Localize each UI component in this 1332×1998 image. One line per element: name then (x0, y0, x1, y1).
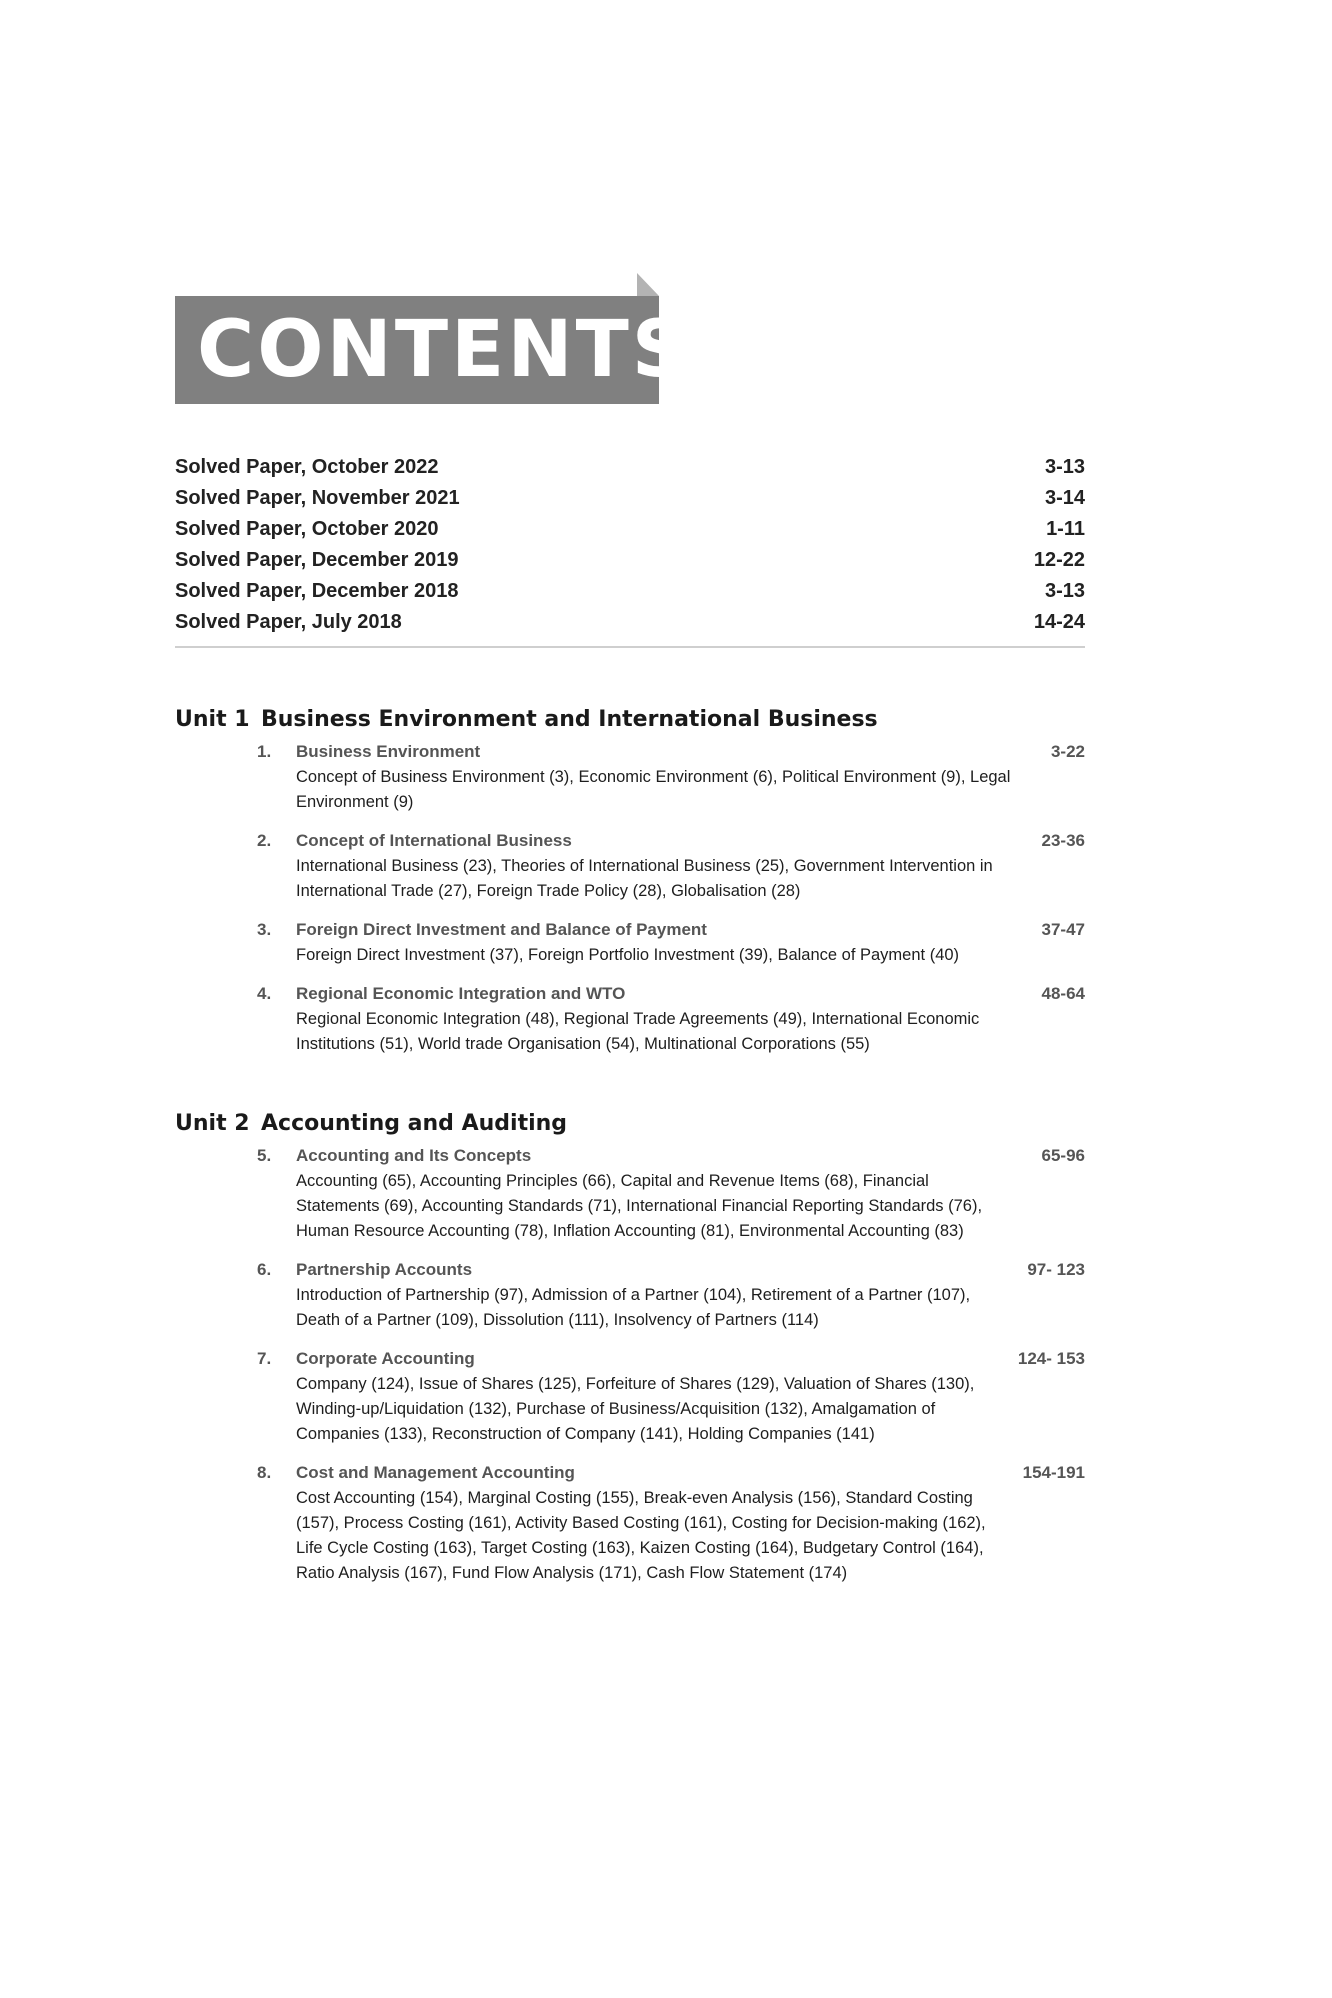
solved-paper-label: Solved Paper, November 2021 (175, 487, 460, 509)
chapter-entry[interactable] (175, 981, 1085, 1057)
banner-fold-corner (637, 273, 659, 296)
solved-papers-list (175, 452, 1085, 638)
unit-title: Accounting and Auditing (261, 1111, 568, 1136)
chapter-entry[interactable] (175, 1460, 1085, 1586)
chapter-entry[interactable] (175, 917, 1085, 968)
chapter-pages: 37-47 (1041, 920, 1085, 939)
chapter-entry[interactable] (175, 828, 1085, 904)
contents-banner (175, 296, 691, 404)
unit-2-section (175, 1107, 1085, 1599)
solved-paper-pages: 3-13 (1044, 456, 1085, 478)
chapter-pages: 124- 153 (1017, 1349, 1085, 1368)
chapter-pages: 97- 123 (1027, 1260, 1085, 1279)
chapter-title: Cost and Management Accounting (296, 1463, 575, 1482)
unit-number: Unit 1 (175, 707, 250, 732)
solved-paper-row[interactable] (175, 576, 1085, 607)
solved-paper-row[interactable] (175, 607, 1085, 638)
chapter-title: Concept of International Business (296, 831, 572, 850)
chapter-number: 3. (257, 920, 272, 939)
solved-paper-label: Solved Paper, July 2018 (175, 611, 402, 633)
chapter-title: Foreign Direct Investment and Balance of Payment (296, 920, 707, 939)
chapter-entry[interactable] (175, 1257, 1085, 1333)
chapter-topics: Cost Accounting (154), Marginal Costing (155), Break-even Analysis (156), Standard Costing (157), Process Costing (161), Activity Based Costing (161), Costing for Decision-making (162), Life Cycle Costing (163), Target Costing (163), Kaizen Costing (164), Budgetary Control (164), Ratio Analysis (167), Fund Flow Analysis (171), Cash Flow Statement (174) (296, 1489, 986, 1582)
solved-paper-pages: 14-24 (1033, 611, 1085, 633)
chapter-number: 8. (257, 1463, 272, 1482)
chapter-title: Regional Economic Integration and WTO (296, 984, 626, 1003)
chapter-title: Partnership Accounts (296, 1260, 473, 1279)
chapter-number: 4. (257, 984, 272, 1003)
chapter-title: Corporate Accounting (296, 1349, 475, 1368)
chapter-pages: 65-96 (1041, 1146, 1085, 1165)
chapter-number: 5. (257, 1146, 272, 1165)
chapter-number: 1. (257, 742, 272, 761)
solved-paper-label: Solved Paper, October 2022 (175, 456, 439, 478)
unit-heading (175, 703, 1085, 737)
chapter-number: 6. (257, 1260, 272, 1279)
solved-paper-pages: 12-22 (1033, 549, 1085, 571)
chapter-topics: Concept of Business Environment (3), Economic Environment (6), Political Environment (9), Legal Environment (9) (296, 768, 1011, 811)
chapter-topics: International Business (23), Theories of International Business (25), Government Intervention in International Trade (27), Foreign Trade Policy (28), Globalisation (28) (296, 857, 993, 900)
solved-paper-pages: 1-11 (1046, 518, 1085, 540)
chapter-entry[interactable] (175, 1143, 1085, 1244)
chapter-pages: 23-36 (1041, 831, 1085, 850)
chapter-title: Business Environment (296, 742, 481, 761)
chapter-topics: Regional Economic Integration (48), Regional Trade Agreements (49), International Economic Institutions (51), World trade Organisation (54), Multinational Corporations (55) (296, 1010, 980, 1053)
solved-paper-row[interactable] (175, 514, 1085, 545)
solved-paper-pages: 3-13 (1044, 580, 1085, 602)
chapter-number: 7. (257, 1349, 272, 1368)
chapter-pages: 154-191 (1022, 1463, 1085, 1482)
chapter-topics: Foreign Direct Investment (37), Foreign Portfolio Investment (39), Balance of Payment (40) (296, 946, 960, 964)
section-divider (175, 646, 1085, 648)
unit-number: Unit 2 (175, 1111, 250, 1136)
solved-paper-label: Solved Paper, October 2020 (175, 518, 439, 540)
chapter-topics: Introduction of Partnership (97), Admission of a Partner (104), Retirement of a Partner (107), Death of a Partner (109), Dissolution (111), Insolvency of Partners (114) (296, 1286, 971, 1329)
unit-1-section (175, 703, 1085, 1070)
unit-title: Business Environment and International Business (261, 707, 878, 732)
chapter-number: 2. (257, 831, 272, 850)
chapter-title: Accounting and Its Concepts (296, 1146, 532, 1165)
solved-paper-row[interactable] (175, 483, 1085, 514)
unit-heading (175, 1107, 1085, 1141)
chapter-pages: 3-22 (1050, 742, 1085, 761)
solved-paper-label: Solved Paper, December 2019 (175, 549, 459, 571)
solved-paper-row[interactable] (175, 545, 1085, 576)
chapter-entry[interactable] (175, 739, 1085, 815)
chapter-topics: Company (124), Issue of Shares (125), Forfeiture of Shares (129), Valuation of Shares (130), Winding-up/Liquidation (132), Purchase of Business/Acquisition (132), Amalgamation of Companies (133), Reconstruction of Company (141), Holding Companies (141) (296, 1375, 975, 1443)
page-title: CONTENTS (197, 305, 691, 395)
chapter-entry[interactable] (175, 1346, 1085, 1447)
solved-paper-label: Solved Paper, December 2018 (175, 580, 459, 602)
solved-paper-row[interactable] (175, 452, 1085, 483)
solved-paper-pages: 3-14 (1044, 487, 1085, 509)
chapter-topics: Accounting (65), Accounting Principles (66), Capital and Revenue Items (68), Financial Statements (69), Accounting Standards (71), International Financial Reporting Standards (76), Human Resource Accounting (78), Inflation Accounting (81), Environmental Accounting (83) (296, 1172, 983, 1240)
chapter-pages: 48-64 (1041, 984, 1085, 1003)
